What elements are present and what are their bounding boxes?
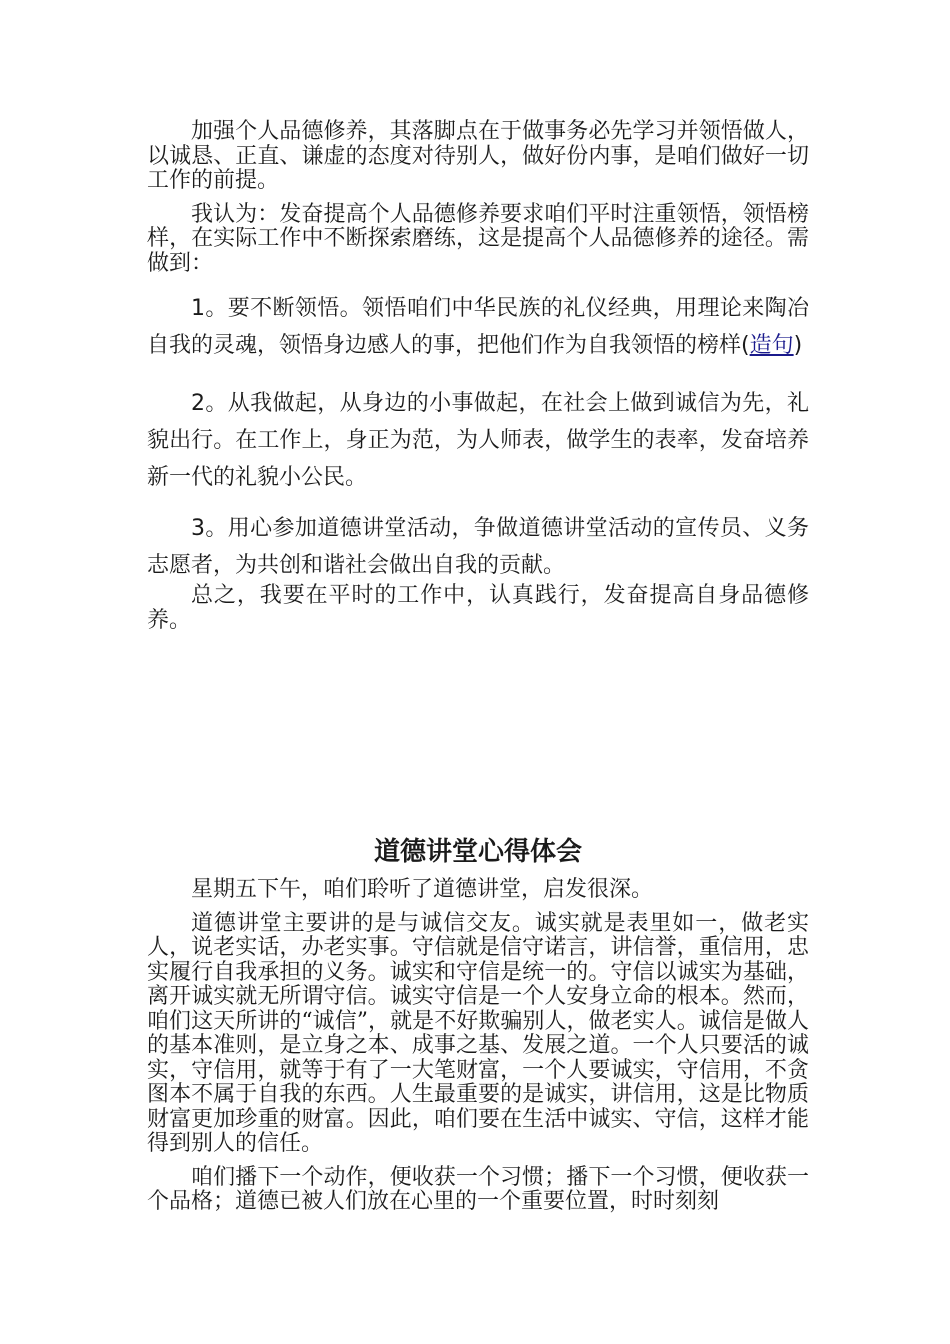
- paragraph-main: 道德讲堂主要讲的是与诚信交友。诚实就是表里如一，做老实人，说老实话，办老实事。守信就是信守诺言，讲信誉，重信用，忠实履行自我承担的义务。诚实和守信是统一的。守信以诚实为基础，离开诚实就无所谓守信。诚实守信是一个人安身立命的根本。然而，咱们这天所讲的“诚信”，就是不好欺骗别人，做老实人。诚信是做人的基本准则，是立身之本、成事之基、发展之道。一个人只要活的诚实，守信用，就等于有了一大笔财富，一个人要诚实，守信用，不贪图本不属于自我的东西。人生最重要的是诚实，讲信用，这是比物质财富更加珍重的财富。因此，咱们要在生活中诚实、守信，这样才能得到别人的信任。: [147, 910, 809, 1156]
- list-number: 1: [191, 296, 205, 321]
- document-section-1: [147, 120, 809, 633]
- list-item-3: [147, 510, 809, 584]
- link-paren-open: (: [741, 333, 750, 358]
- paragraph-intro: 加强个人品德修养，其落脚点在于做事务必先学习并领悟做人，以诚恳、正直、谦虚的态度对待别人，做好份内事，是咱们做好一切工作的前提。: [147, 119, 809, 193]
- list-number: 3: [191, 516, 205, 541]
- list-text: 。要不断领悟。领悟咱们中华民族的礼仪经典，用理论来陶冶自我的灵魂，领悟身边感人的事，把他们作为自我领悟的榜样: [147, 296, 809, 358]
- paragraph-closing: 总之，我要在平时的工作中，认真践行，发奋提高自身品德修养。: [147, 583, 809, 633]
- paragraph-opening: 星期五下午，咱们聆听了道德讲堂，启发很深。: [191, 877, 654, 902]
- sentence-link[interactable]: 造句: [749, 333, 794, 358]
- document-title: 道德讲堂心得体会: [373, 837, 582, 867]
- list-item-2: [147, 385, 809, 496]
- paragraph-opinion: 我认为：发奋提高个人品德修养要求咱们平时注重领悟，领悟榜样，在实际工作中不断探索磨练，这是提高个人品德修养的途径。需做到：: [147, 201, 809, 276]
- document-section-2: [147, 878, 809, 1215]
- list-item-1: [147, 290, 809, 364]
- list-text: 。用心参加道德讲堂活动，争做道德讲堂活动的宣传员、义务志愿者，为共创和谐社会做出自我的贡献。: [147, 516, 809, 578]
- list-text: 。从我做起，从身边的小事做起，在社会上做到诚信为先，礼貌出行。在工作上，身正为范，为人师表，做学生的表率，发奋培养新一代的礼貌小公民。: [147, 391, 809, 490]
- list-number: 2: [191, 391, 205, 416]
- link-paren-close: ): [793, 333, 803, 358]
- paragraph-continuation: 咱们播下一个动作，便收获一个习惯；播下一个习惯，便收获一个品格；道德已被人们放在心里的一个重要位置，时时刻刻: [147, 1164, 809, 1214]
